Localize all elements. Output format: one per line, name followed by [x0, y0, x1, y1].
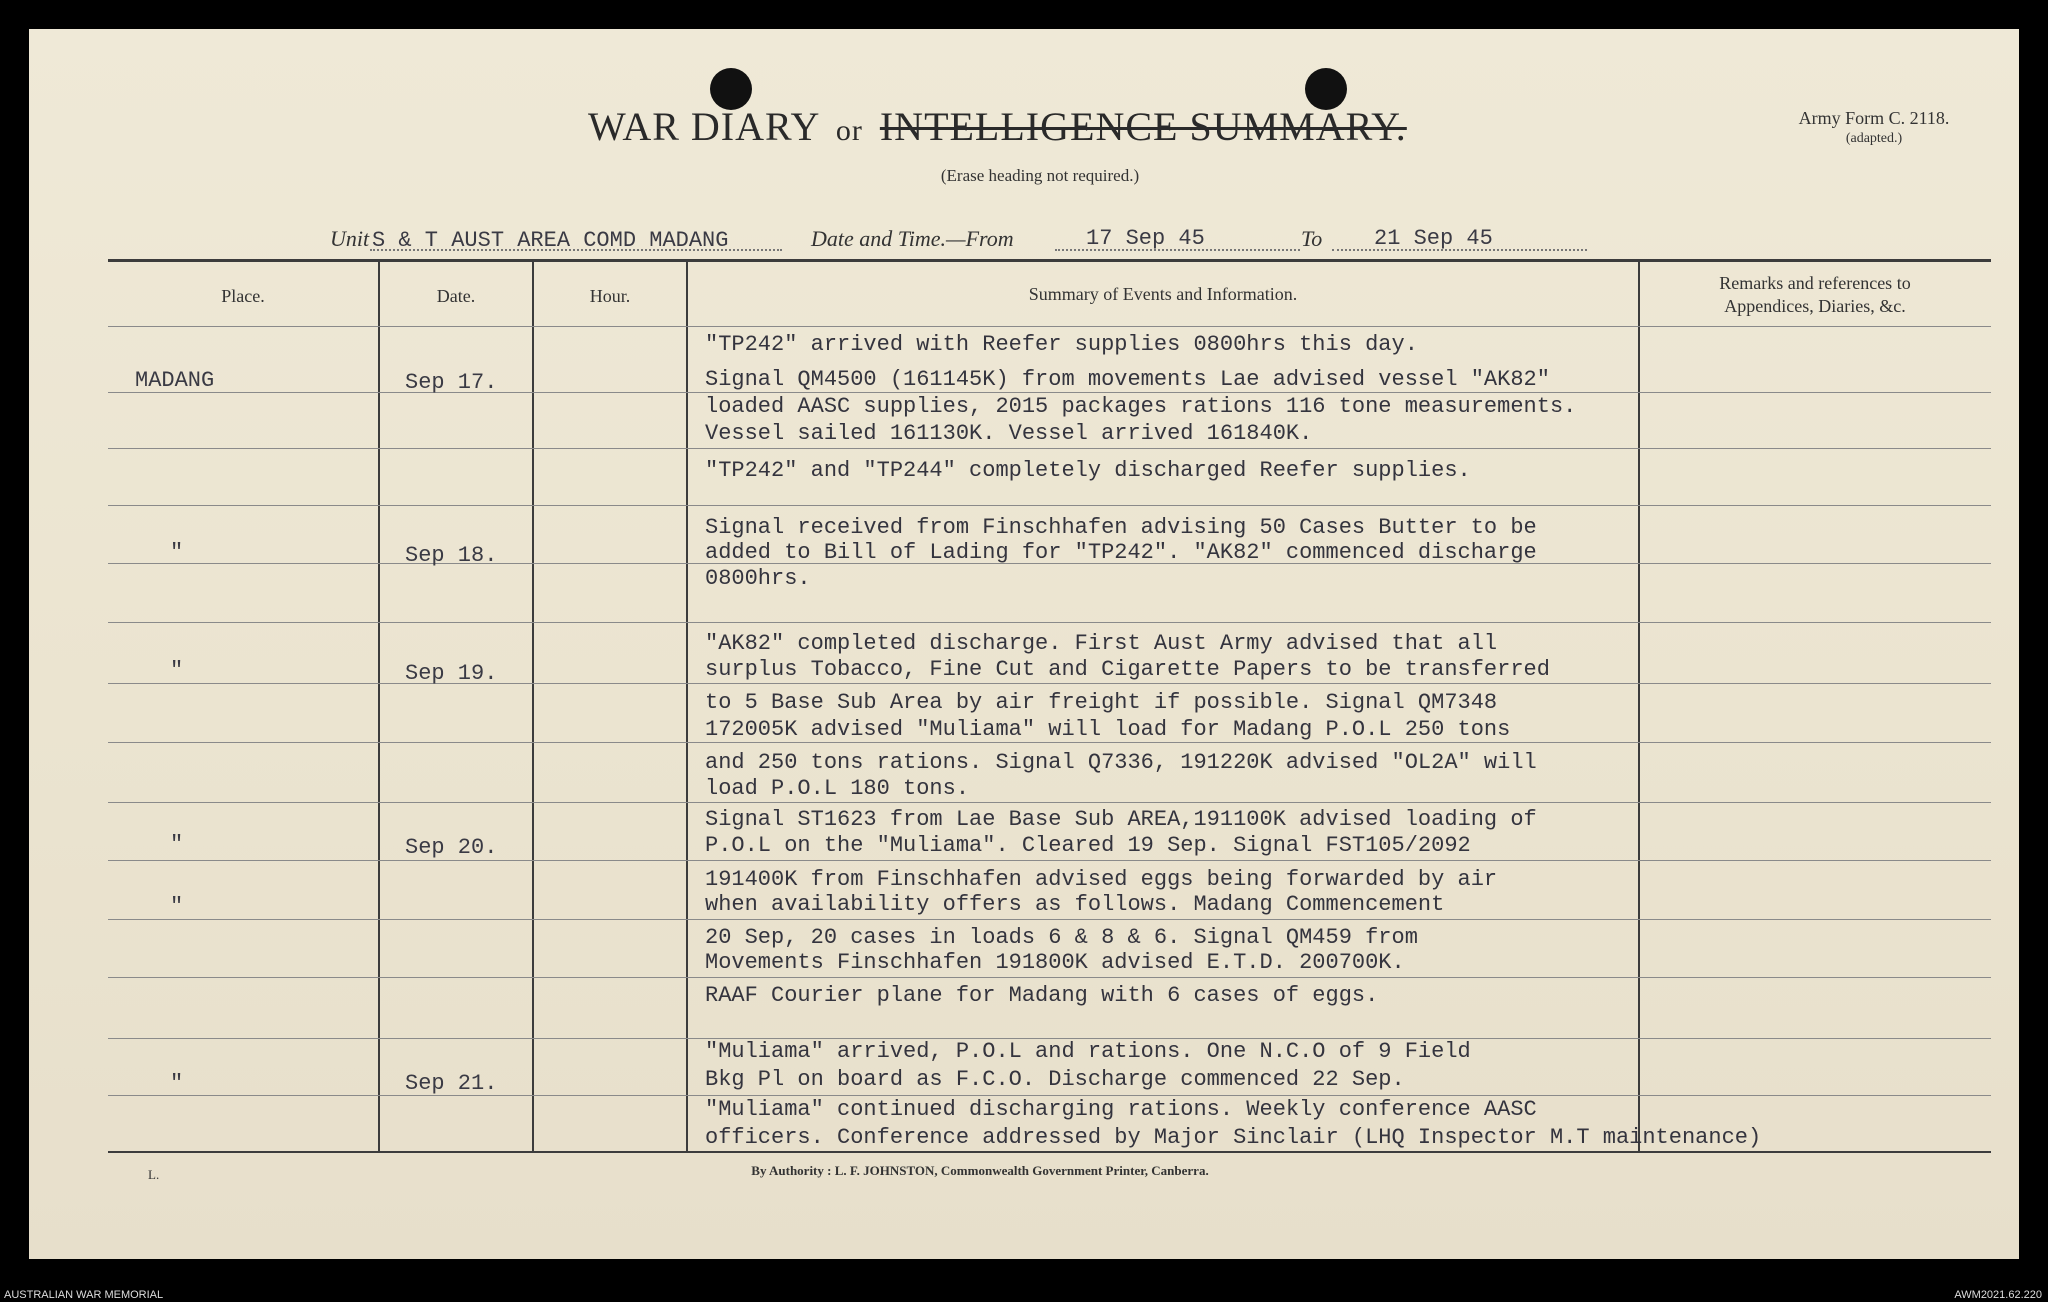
place-ditto: " — [170, 658, 184, 683]
entry-line: 0800hrs. — [705, 566, 811, 591]
column-header-place: Place. — [221, 286, 265, 306]
entry-line: surplus Tobacco, Fine Cut and Cigarette Papers to be transferred — [705, 657, 1550, 682]
unit-label: Unit — [330, 226, 370, 251]
entry-line: officers. Conference addressed by Major Sinclair (LHQ Inspector M.T maintenance) — [705, 1125, 1762, 1150]
entry-line: loaded AASC supplies, 2015 packages rations 116 tone measurements. — [705, 394, 1577, 419]
form-letter: L. — [148, 1167, 160, 1182]
entry-line: added to Bill of Lading for "TP242". "AK82" commenced discharge — [705, 540, 1537, 565]
to-value: 21 Sep 45 — [1374, 226, 1493, 251]
column-divider-date — [532, 262, 534, 1152]
entry-line: RAAF Courier plane for Madang with 6 cases of eggs. — [705, 983, 1379, 1008]
entry-line: "TP242" arrived with Reefer supplies 0800hrs this day. — [705, 332, 1418, 357]
to-dotted-line — [1332, 249, 1587, 251]
page-title — [588, 103, 1468, 163]
from-dotted-line — [1055, 249, 1300, 251]
entry-line: P.O.L on the "Muliama". Cleared 19 Sep. Signal FST105/2092 — [705, 833, 1471, 858]
title-or: or — [835, 114, 863, 147]
to-label: To — [1301, 226, 1323, 251]
column-header-hour: Hour. — [589, 286, 631, 306]
row-rule — [108, 448, 1991, 449]
date-cell: Sep 17. — [405, 370, 498, 395]
entry-line: Signal ST1623 from Lae Base Sub AREA,191100K advised loading of — [705, 807, 1537, 832]
column-header-date: Date. — [436, 286, 476, 306]
date-time-label: Date and Time.—From — [811, 226, 1014, 251]
entry-line: Signal QM4500 (161145K) from movements Lae advised vessel "AK82" — [705, 367, 1550, 392]
date-cell: Sep 18. — [405, 543, 498, 568]
place-ditto: " — [170, 540, 184, 565]
column-header-summary: Summary of Events and Information. — [1028, 284, 1298, 304]
entry-line: Bkg Pl on board as F.C.O. Discharge commenced 22 Sep. — [705, 1067, 1405, 1092]
row-rule — [108, 802, 1991, 803]
printer-authority: By Authority : L. F. JOHNSTON, Commonwealth Government Printer, Canberra. — [751, 1163, 1209, 1178]
army-form-adapted: (adapted.) — [1845, 131, 1903, 146]
entry-line: to 5 Base Sub Area by air freight if possible. Signal QM7348 — [705, 690, 1498, 715]
place-cell: MADANG — [135, 368, 215, 393]
row-rule — [108, 860, 1991, 861]
row-rule — [108, 505, 1991, 506]
from-value: 17 Sep 45 — [1086, 226, 1205, 251]
entry-line: Movements Finschhafen 191800K advised E.T.D. 200700K. — [705, 950, 1405, 975]
unit-dotted-line — [370, 249, 782, 251]
row-rule — [108, 977, 1991, 978]
erase-note: (Erase heading not required.) — [940, 166, 1140, 185]
place-ditto: " — [170, 1071, 184, 1096]
place-ditto: " — [170, 832, 184, 857]
row-rule — [108, 326, 1991, 327]
row-rule — [108, 919, 1991, 920]
entry-line: "Muliama" continued discharging rations. Weekly conference AASC — [705, 1097, 1537, 1122]
entry-line: when availability offers as follows. Madang Commencement — [705, 892, 1445, 917]
date-cell: Sep 20. — [405, 835, 498, 860]
date-cell: Sep 21. — [405, 1071, 498, 1096]
entry-line: 191400K from Finschhafen advised eggs being forwarded by air — [705, 867, 1498, 892]
entry-line: "TP242" and "TP244" completely discharged Reefer supplies. — [705, 458, 1471, 483]
column-divider-place — [378, 262, 380, 1152]
entry-line: "Muliama" arrived, P.O.L and rations. One N.C.O of 9 Field — [705, 1039, 1471, 1064]
title-war-diary: WAR DIARY — [588, 104, 819, 149]
entry-line: 172005K advised "Muliama" will load for Madang P.O.L 250 tons — [705, 717, 1511, 742]
row-rule — [108, 683, 1991, 684]
entry-line: Vessel sailed 161130K. Vessel arrived 161840K. — [705, 421, 1313, 446]
column-header-remarks-line1: Remarks and references to — [1719, 273, 1911, 293]
title-struck-out: INTELLIGENCE SUMMARY. — [879, 104, 1407, 149]
date-cell: Sep 19. — [405, 661, 498, 686]
column-header-remarks-line2: Appendices, Diaries, &c. — [1724, 296, 1906, 316]
column-divider-hour — [686, 262, 688, 1152]
column-divider-summary — [1638, 262, 1640, 1152]
entry-line: load P.O.L 180 tons. — [705, 776, 970, 801]
army-form-number: Army Form C. 2118. — [1798, 108, 1950, 128]
archive-accession-number: AWM2021.62.220 — [1954, 1289, 2042, 1301]
table-top-border — [108, 259, 1991, 262]
table-bottom-border — [108, 1151, 1991, 1153]
archive-credit: AUSTRALIAN WAR MEMORIAL — [4, 1289, 164, 1301]
entry-line: "AK82" completed discharge. First Aust Army advised that all — [705, 631, 1498, 656]
unit-value: S & T AUST AREA COMD MADANG — [372, 228, 729, 253]
entry-line: Signal received from Finschhafen advising 50 Cases Butter to be — [705, 515, 1537, 540]
entry-line: and 250 tons rations. Signal Q7336, 191220K advised "OL2A" will — [705, 750, 1537, 775]
row-rule — [108, 622, 1991, 623]
entry-line: 20 Sep, 20 cases in loads 6 & 8 & 6. Signal QM459 from — [705, 925, 1418, 950]
place-ditto: " — [170, 894, 184, 919]
